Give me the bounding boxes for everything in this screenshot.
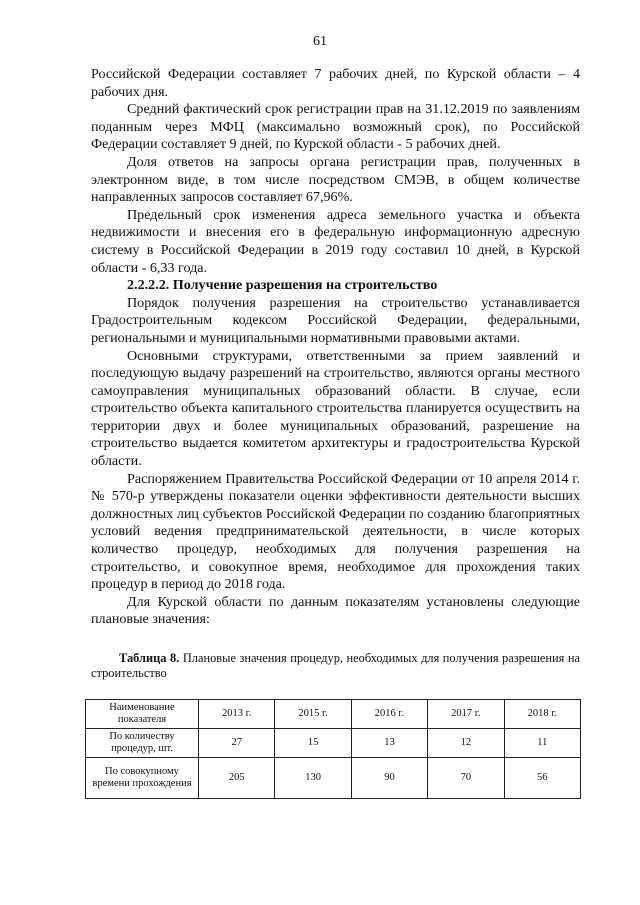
table-cell: 90 bbox=[351, 758, 427, 799]
table-caption-text: Плановые значения процедур, необходимых для получения разрешения на строительство bbox=[91, 651, 580, 680]
table-header-cell: 2015 г. bbox=[275, 700, 351, 729]
table-cell: 205 bbox=[199, 758, 275, 799]
section-heading: 2.2.2.2. Получение разрешения на строительство bbox=[127, 277, 438, 294]
paragraph-address-change: Предельный срок изменения адреса земельного участка и объекта недвижимости и внесения его в федеральную информационную адресную систему в Российской Федерации в 2019 году составил 10 дней, в Курской области - 6,33 года. bbox=[91, 206, 580, 276]
table-header-cell: 2017 г. bbox=[428, 700, 504, 729]
planned-values-table bbox=[85, 699, 581, 799]
table-cell: 15 bbox=[275, 729, 351, 758]
table-header-row bbox=[86, 700, 581, 729]
table-header-cell: 2016 г. bbox=[351, 700, 427, 729]
table-row bbox=[86, 729, 581, 758]
table-cell: 70 bbox=[428, 758, 504, 799]
table-caption-label: Таблица 8. bbox=[119, 651, 180, 665]
paragraph-kursk-plan: Для Курской области по данным показателям установлены следующие плановые значения: bbox=[91, 593, 580, 628]
paragraph-smev-share: Доля ответов на запросы органа регистрации прав, полученных в электронном виде, в том числе посредством СМЭВ, в общем количестве направленных запросов составляет 67,96%. bbox=[91, 153, 580, 206]
document-body bbox=[91, 66, 580, 799]
table-cell: 27 bbox=[199, 729, 275, 758]
table-row bbox=[86, 758, 581, 799]
table-cell: 130 bbox=[275, 758, 351, 799]
paragraph-structures: Основными структурами, ответственными за прием заявлений и последующую выдачу разрешений на строительство, являются органы местного самоуправления муниципальных образований области. В случае, если строительство объекта капитального строительства планируется осуществить на территории двух и более муниципальных образований, разрешение на строительство выдается комитетом архитектуры и градостроительства Курской области. bbox=[91, 347, 580, 470]
table-cell: 12 bbox=[428, 729, 504, 758]
table-header-cell: 2013 г. bbox=[199, 700, 275, 729]
table-caption bbox=[91, 651, 580, 681]
table-cell: 13 bbox=[351, 729, 427, 758]
table-row-label: По совокупному времени прохождения bbox=[86, 758, 199, 799]
paragraph-mfc-registration: Средний фактический срок регистрации прав на 31.12.2019 по заявлениям поданным через МФЦ (максимально возможный срок), по Российской Федерации составляет 9 дней, по Курской области - 5 рабочих дней. bbox=[91, 101, 580, 153]
page-number: 61 bbox=[313, 34, 327, 49]
paragraph-order-570: Распоряжением Правительства Российской Федерации от 10 апреля 2014 г. № 570-р утверждены показатели оценки эффективности деятельности высших должностных лиц субъектов Российской Федерации по созданию благоприятных условий ведения предпринимательской деятельности, в числе которых количество процедур, необходимых для получения разрешения на строительство, и совокупное время, необходимое для прохождения таких процедур в период до 2018 года. bbox=[91, 470, 580, 593]
paragraph-procedure: Порядок получения разрешения на строительство устанавливается Градостроительным кодексом Российской Федерации, федеральными, региональными и муниципальными нормативными правовыми актами. bbox=[91, 294, 580, 346]
table-cell: 56 bbox=[504, 758, 580, 799]
table-header-cell: 2018 г. bbox=[504, 700, 580, 729]
table-row-label: По количеству процедур, шт. bbox=[86, 729, 199, 758]
paragraph-continued: Российской Федерации составляет 7 рабочих дней, по Курской области – 4 рабочих дня. bbox=[91, 66, 580, 100]
table-cell: 11 bbox=[504, 729, 580, 758]
table-header-cell: Наименование показателя bbox=[86, 700, 199, 729]
